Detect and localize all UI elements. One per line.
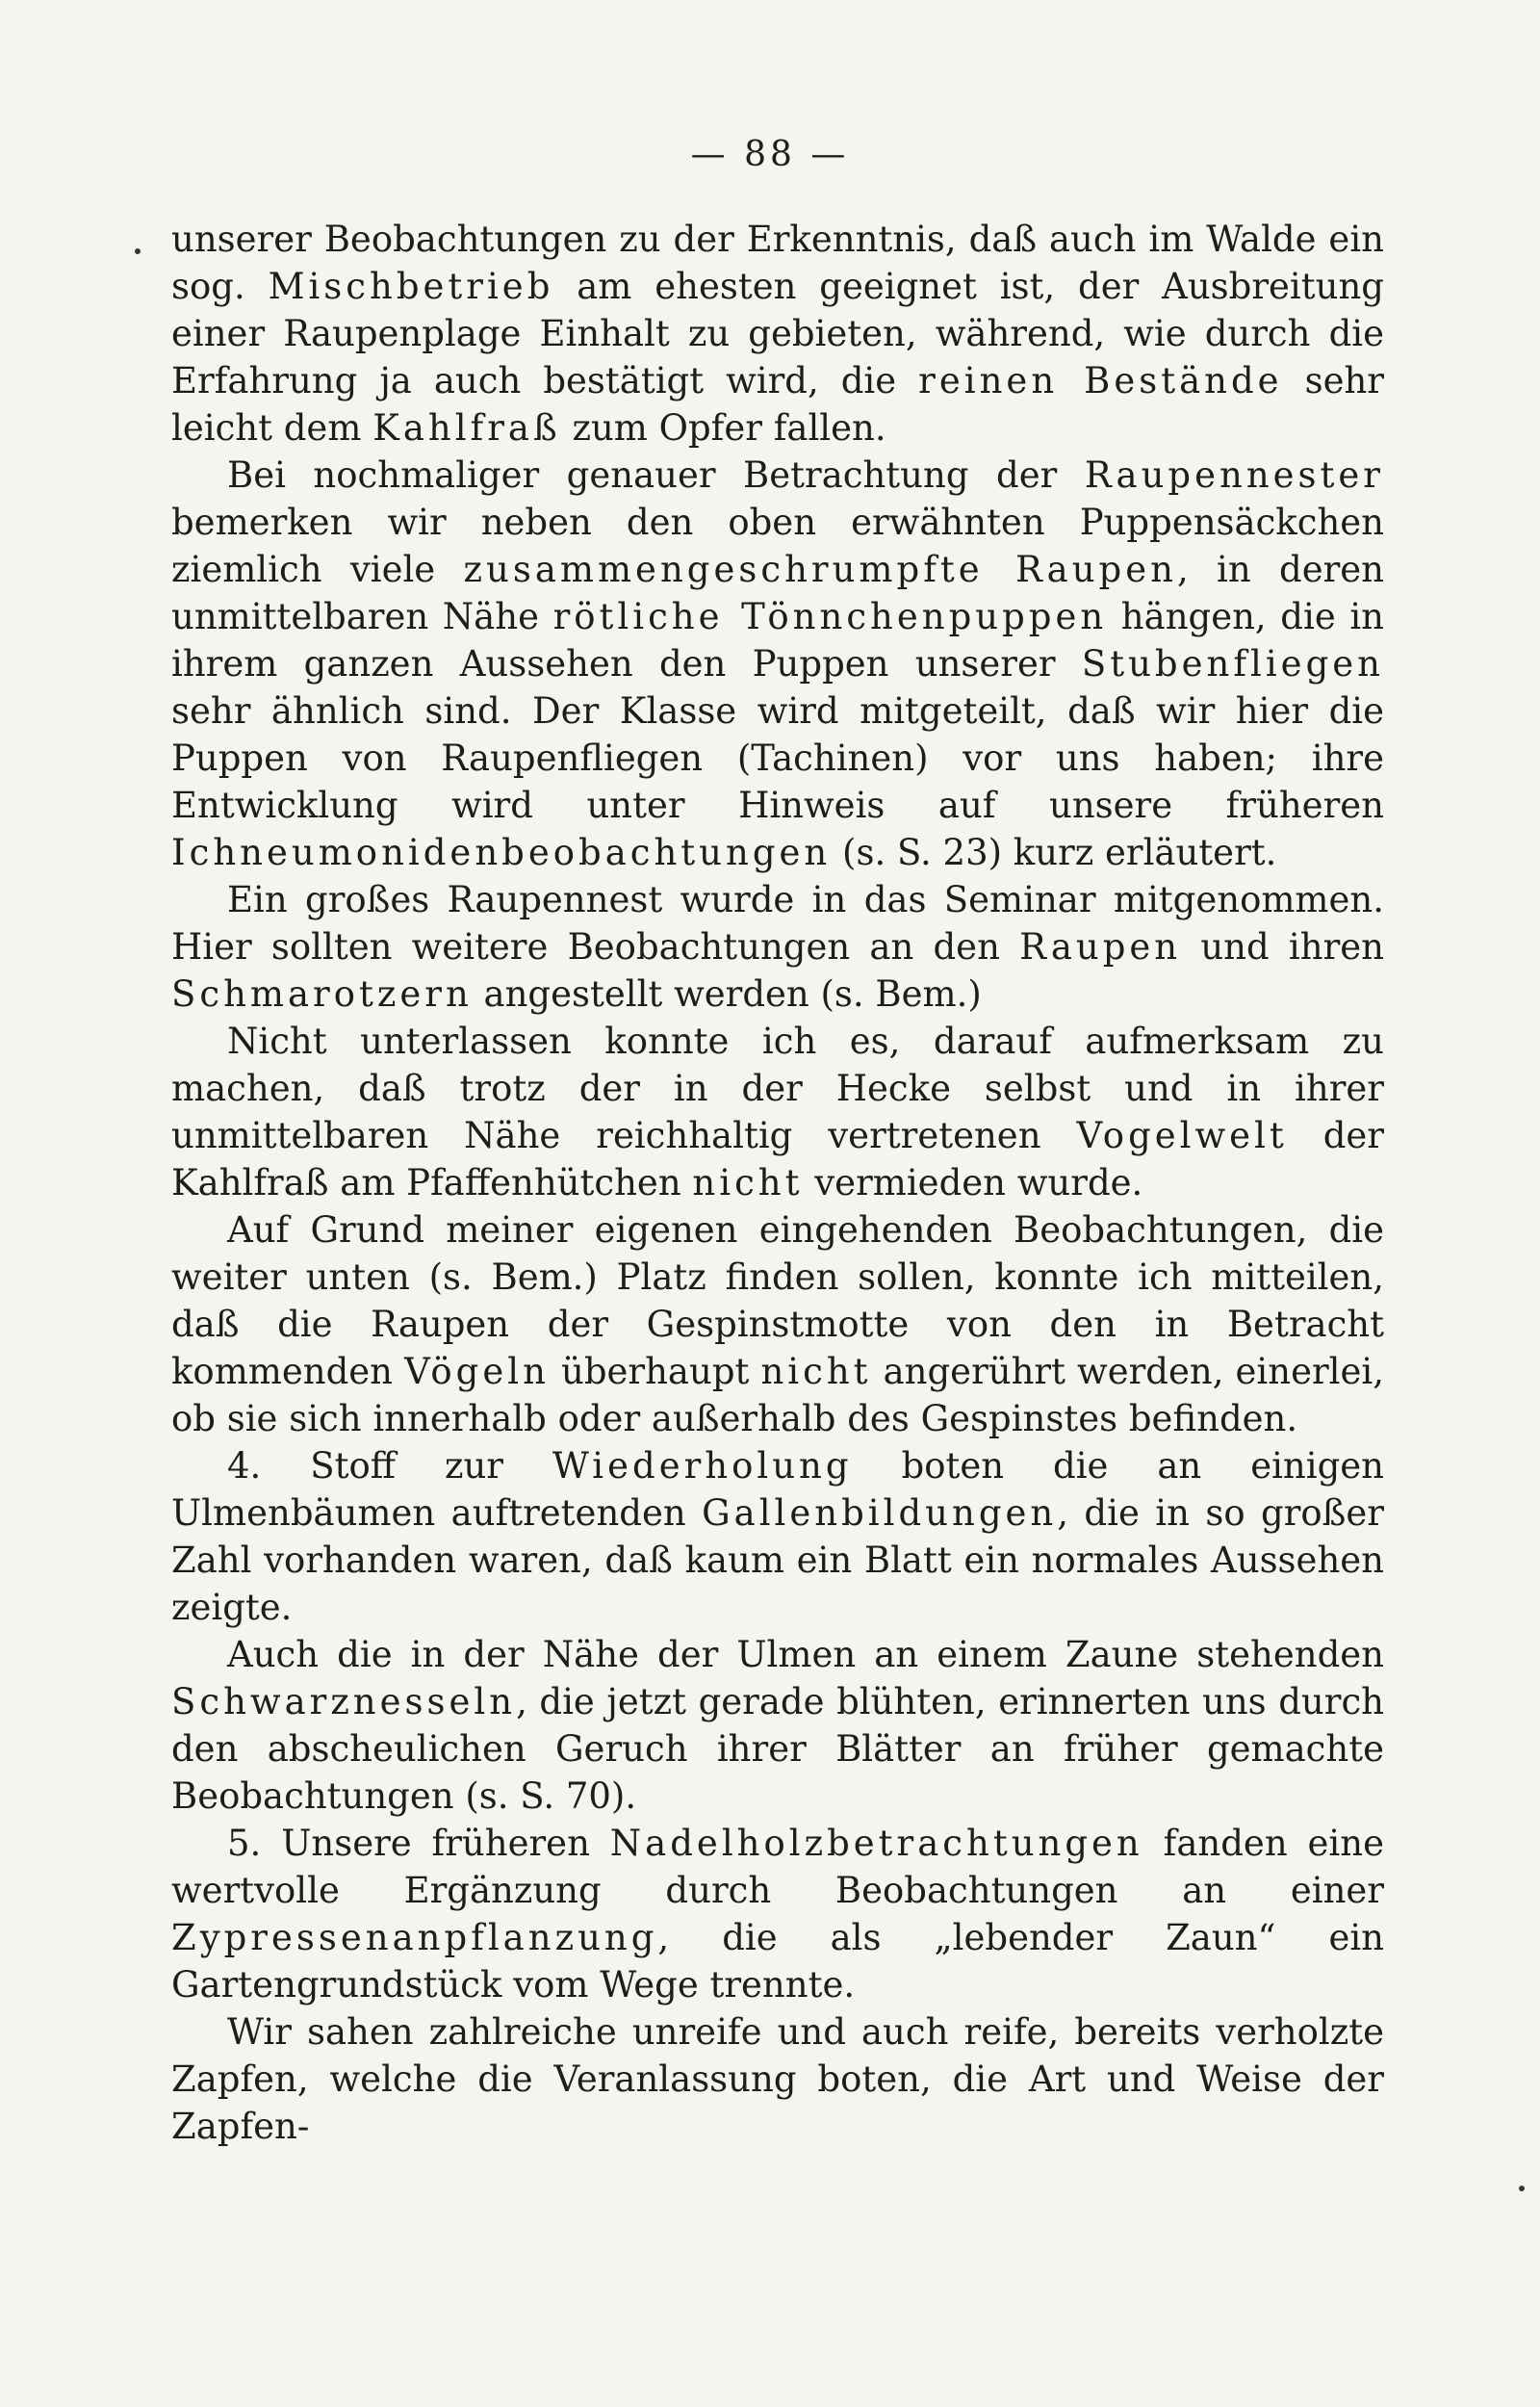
spaced-term: Kahlfraß — [372, 407, 561, 449]
paragraph-3 — [171, 876, 1384, 1018]
text-run: unserer Beobachtungen zu der Erkenntnis, daß auch im Walde ein sog. — [171, 219, 1384, 307]
spaced-term: Vogelwelt — [1076, 1115, 1288, 1156]
paragraph-5 — [171, 1206, 1384, 1442]
spaced-term: Raupen — [1019, 926, 1182, 968]
paragraph-6 — [171, 1442, 1384, 1631]
spaced-term: Schmarotzern — [171, 973, 473, 1015]
text-run: bemerken wir neben den oben erwähnten Puppensäckchen ziemlich viele — [171, 502, 1384, 590]
paragraph-2 — [171, 452, 1384, 876]
text-run: sehr ähnlich sind. Der Klasse wird mitgeteilt, daß wir hier die Puppen von Raupenfliegen (Tachinen) vor uns haben; ihre Entwicklung wird unter Hinweis auf unsere früheren — [171, 690, 1384, 826]
page-number: — 88 — — [690, 135, 850, 174]
spaced-term: Gallenbildungen — [702, 1492, 1058, 1534]
spaced-term: Ichneumonidenbeobachtungen — [171, 832, 832, 873]
spaced-term: rötliche Tönnchenpuppen — [552, 596, 1108, 637]
text-run: Wir sahen zahlreiche unreife und auch reife, bereits verholzte Zapfen, welche die Veranlassung boten, die Art und Weise der Zapfen- — [171, 2011, 1384, 2147]
text-run: am ehesten geeignet ist, der Ausbreitung einer Raupenplage Einhalt zu gebieten, während, wie durch die Erfahrung ja auch bestätigt wird, die — [171, 266, 1384, 401]
spaced-term: zusammengeschrumpfte Raupen — [463, 549, 1177, 590]
spaced-term: nicht — [760, 1351, 872, 1392]
body-text — [171, 216, 1384, 2150]
text-run: und ihren — [1181, 926, 1384, 968]
text-run: , die jetzt gerade blühten, erinnerten uns durch den abscheulichen Geruch ihrer Blätter an früher gemachte Beobachtungen (s. S. 70). — [171, 1681, 1384, 1817]
spaced-term: Raupennester — [1084, 454, 1384, 496]
text-run: (s. S. 23) kurz erläutert. — [831, 832, 1277, 873]
spaced-term: reinen Bestände — [918, 360, 1283, 401]
text-run: , in deren unmittelbaren Nähe — [171, 549, 1384, 637]
text-run: Bei nochmaliger genauer Betrachtung der — [227, 454, 1085, 496]
text-run: fanden eine wertvolle Ergänzung durch Beobachtungen an einer — [171, 1823, 1384, 1911]
paragraph-9 — [171, 2008, 1384, 2150]
text-run: Auf Grund meiner eigenen eingehenden Beobachtungen, die weiter unten (s. Bem.) Platz finden sollen, konnte ich mitteilen, daß die Raupen der Gespinstmotte von den in Betracht kommenden — [171, 1209, 1384, 1392]
spaced-term: Nadelholzbetrachtungen — [609, 1823, 1143, 1864]
text-run: Ein großes Raupennest wurde in das Seminar mitgenommen. Hier sollten weitere Beobachtungen an den — [171, 879, 1384, 968]
spaced-term: Mischbetrieb — [268, 266, 554, 307]
paragraph-4 — [171, 1018, 1384, 1206]
text-run: hängen, die in ihrem ganzen Aussehen den Puppen unserer — [171, 596, 1384, 685]
paragraph-8 — [171, 1820, 1384, 2008]
text-run: der Kahlfraß am Pfaffenhütchen — [171, 1115, 1384, 1204]
paragraph-1 — [171, 216, 1384, 452]
text-run: boten die an einigen Ulmenbäumen auftretenden — [171, 1445, 1384, 1534]
text-run: 4. Stoff zur — [227, 1445, 552, 1487]
margin-mark — [135, 248, 141, 254]
text-run: Auch die in der Nähe der Ulmen an einem Zaune stehenden — [227, 1634, 1384, 1675]
spaced-term: Zypressenanpflanzung — [171, 1917, 658, 1958]
spaced-term: Vögeln — [404, 1351, 550, 1392]
text-run: zum Opfer fallen. — [560, 407, 886, 449]
spaced-term: nicht — [692, 1162, 804, 1204]
text-run: 5. Unsere früheren — [227, 1823, 610, 1864]
text-run: angerührt werden, einerlei, ob sie sich innerhalb oder außerhalb des Gespinstes befinden. — [171, 1351, 1384, 1439]
spaced-term: Wiederholung — [552, 1445, 853, 1487]
text-run: sehr leicht dem — [171, 360, 1384, 449]
paragraph-7 — [171, 1631, 1384, 1820]
text-run: vermieden wurde. — [803, 1162, 1143, 1204]
text-run: angestellt werden (s. Bem.) — [472, 973, 982, 1015]
text-run: , die als „lebender Zaun“ ein Gartengrundstück vom Wege trennte. — [171, 1917, 1384, 2006]
margin-mark — [1519, 2186, 1525, 2191]
text-run: überhaupt — [549, 1351, 761, 1392]
text-run: , die in so großer Zahl vorhanden waren, daß kaum ein Blatt ein normales Aussehen zeigte. — [171, 1492, 1384, 1628]
text-run: Nicht unterlassen konnte ich es, darauf aufmerksam zu machen, daß trotz der in der Hecke selbst und in ihrer unmittelbaren Nähe reichhaltig vertretenen — [171, 1021, 1384, 1156]
spaced-term: Schwarznesseln — [171, 1681, 517, 1722]
spaced-term: Stubenfliegen — [1081, 643, 1384, 685]
